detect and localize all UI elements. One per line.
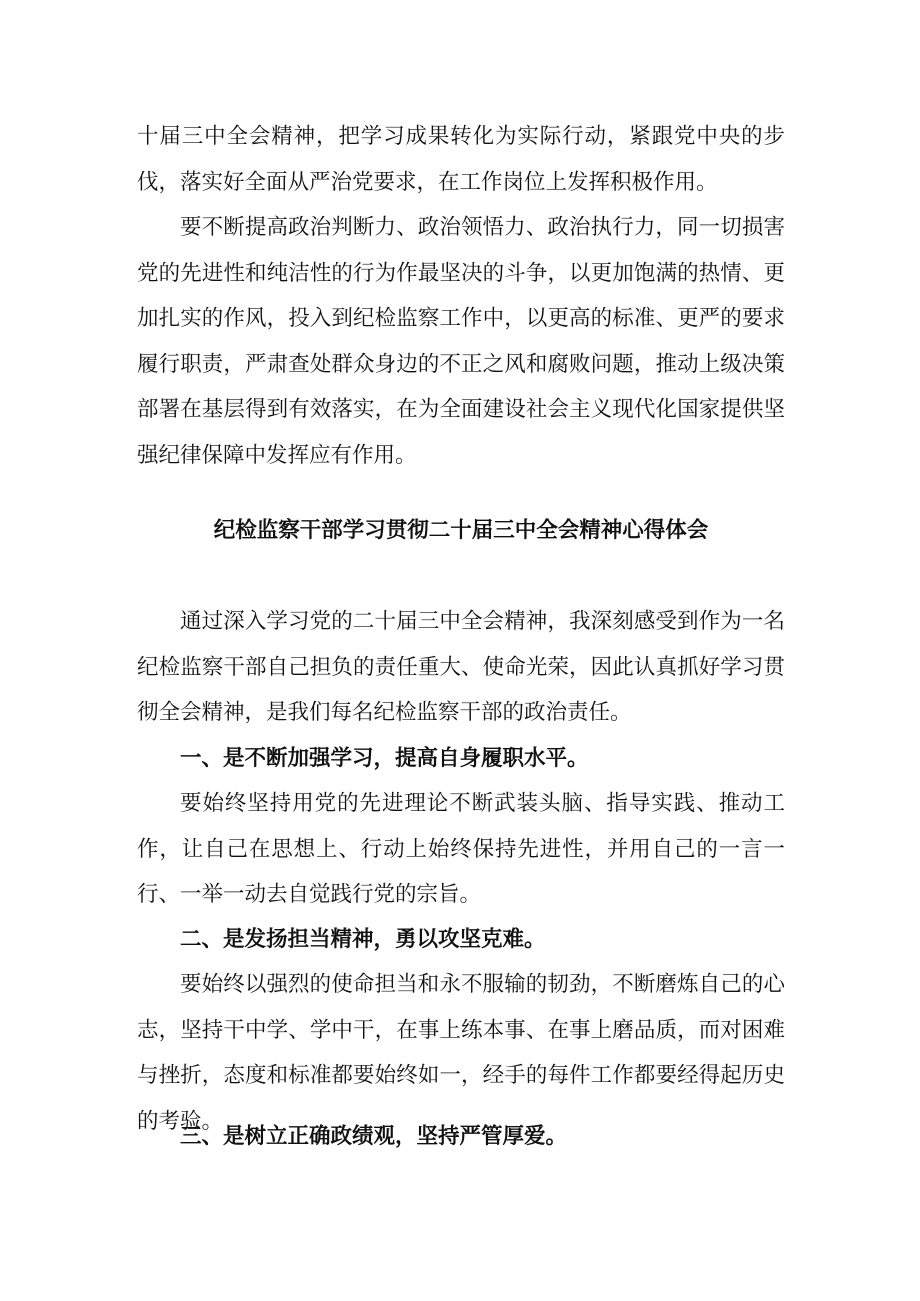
section-heading-2: 二、是发扬担当精神，勇以攻坚克难。 — [180, 927, 546, 952]
paragraph-intro: 通过深入学习党的二十届三中全会精神，我深刻感受到作为一名纪检监察干部自己担负的责任重大、使命光荣，因此认真抓好学习贯彻全会精神，是我们每名纪检监察干部的政治责任。 — [137, 609, 785, 725]
section-body-1: 要始终坚持用党的先进理论不断武装头脑、指导实践、推动工作，让自己在思想上、行动上始终保持先进性，并用自己的一言一行、一举一动去自觉践行党的宗旨。 — [137, 791, 785, 907]
paragraph-political-ability: 要不断提高政治判断力、政治领悟力、政治执行力，同一切损害党的先进性和纯洁性的行为作最坚决的斗争，以更加饱满的热情、更加扎实的作风，投入到纪检监察工作中，以更高的标准、更严的要求履行职责，严肃查处群众身边的不正之风和腐败问题，推动上级决策部署在基层得到有效落实，在为全面建设社会主义现代化国家提供坚强纪律保障中发挥应有作用。 — [137, 215, 785, 468]
section-heading-1: 一、是不断加强学习，提高自身履职水平。 — [180, 746, 589, 771]
document-title: 纪检监察干部学习贯彻二十届三中全会精神心得体会 — [213, 518, 709, 543]
section-heading-3: 三、是树立正确政绩观，坚持严管厚爱。 — [180, 1124, 568, 1149]
paragraph-continuation: 十届三中全会精神，把学习成果转化为实际行动，紧跟党中央的步伐，落实好全面从严治党要求，在工作岗位上发挥积极作用。 — [137, 124, 785, 195]
section-body-2: 要始终以强烈的使命担当和永不服输的韧劲，不断磨炼自己的心志，坚持干中学、学中干，在事上练本事、在事上磨品质，而对困难与挫折，态度和标准都要始终如一，经手的每件工作都要经得起历史的考验。 — [137, 972, 785, 1134]
